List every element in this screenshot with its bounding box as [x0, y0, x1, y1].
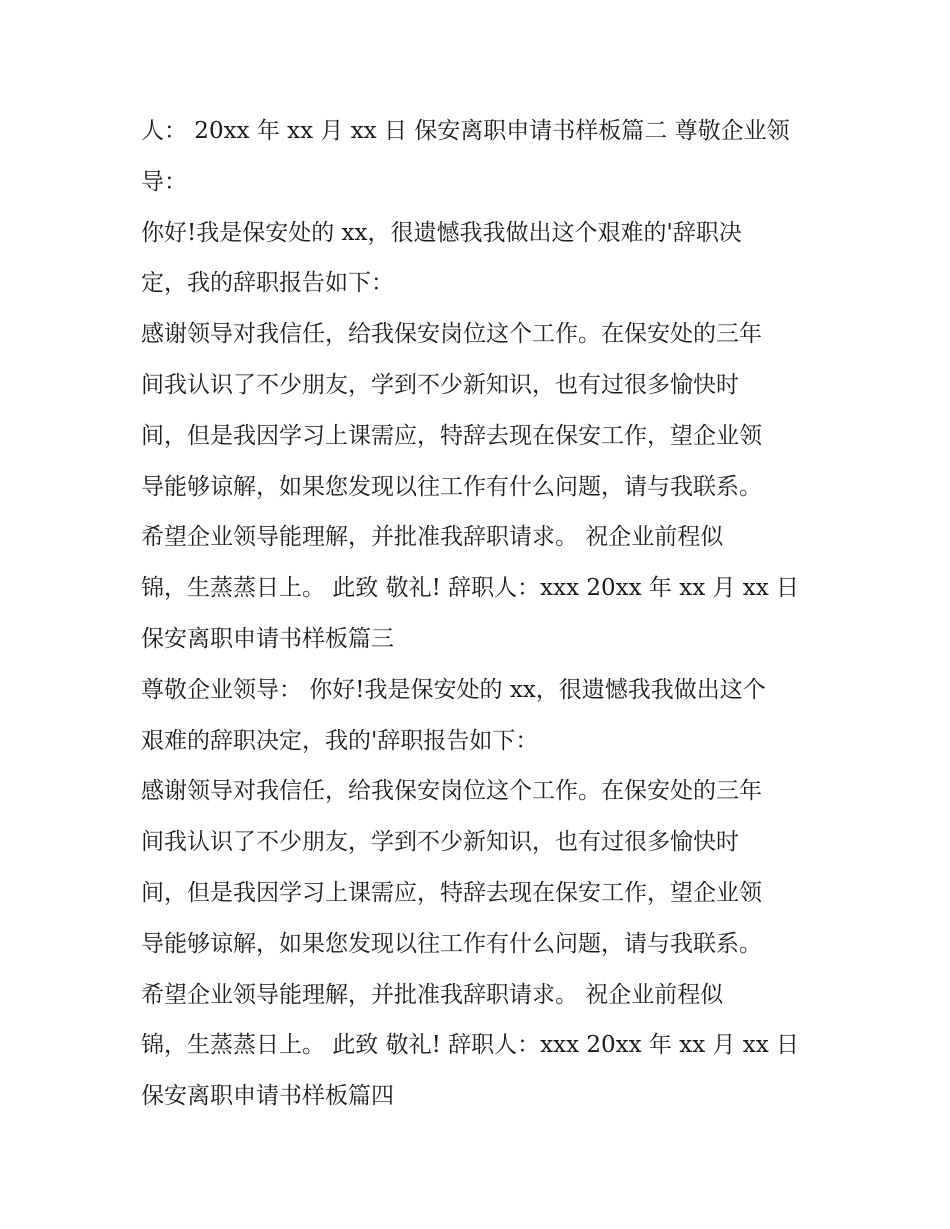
- text-line: 锦，生蒸蒸日上。 此致 敬礼! 辞职人：xxx 20xx 年 xx 月 xx 日: [141, 1032, 800, 1059]
- text-line: 间我认识了不少朋友，学到不少新知识，也有过很多愉快时: [141, 371, 739, 398]
- section-heading: 保安离职申请书样板篇四: [141, 1083, 394, 1110]
- text-line: 感谢领导对我信任，给我保安岗位这个工作。在保安处的三年: [141, 778, 762, 805]
- text-line: 希望企业领导能理解，并批准我辞职请求。 祝企业前程似: [141, 981, 724, 1008]
- section-heading: 保安离职申请书样板篇三: [141, 625, 394, 652]
- text-line: 尊敬企业领导： 你好!我是保安处的 xx，很遗憾我我做出这个: [141, 676, 766, 703]
- text-line: 锦，生蒸蒸日上。 此致 敬礼! 辞职人：xxx 20xx 年 xx 月 xx 日: [141, 575, 800, 602]
- text-line: 导：: [141, 168, 187, 195]
- text-line: 艰难的辞职决定，我的'辞职报告如下：: [141, 727, 539, 754]
- text-line: 导能够谅解，如果您发现以往工作有什么问题，请与我联系。: [141, 930, 762, 957]
- document-body: [141, 106, 821, 1122]
- text-line: 感谢领导对我信任，给我保安岗位这个工作。在保安处的三年: [141, 321, 762, 348]
- text-line: 希望企业领导能理解，并批准我辞职请求。 祝企业前程似: [141, 524, 724, 551]
- text-line: 定，我的辞职报告如下：: [141, 270, 394, 297]
- text-line: 间，但是我因学习上课需应，特辞去现在保安工作，望企业领: [141, 422, 762, 449]
- text-line: 人： 20xx 年 xx 月 xx 日 保安离职申请书样板篇二 尊敬企业领: [141, 118, 790, 144]
- text-line: 你好!我是保安处的 xx，很遗憾我我做出这个艰难的'辞职决: [141, 219, 742, 246]
- text-line: 导能够谅解，如果您发现以往工作有什么问题，请与我联系。: [141, 473, 762, 500]
- text-line: 间，但是我因学习上课需应，特辞去现在保安工作，望企业领: [141, 879, 762, 906]
- text-line: 间我认识了不少朋友，学到不少新知识，也有过很多愉快时: [141, 829, 739, 856]
